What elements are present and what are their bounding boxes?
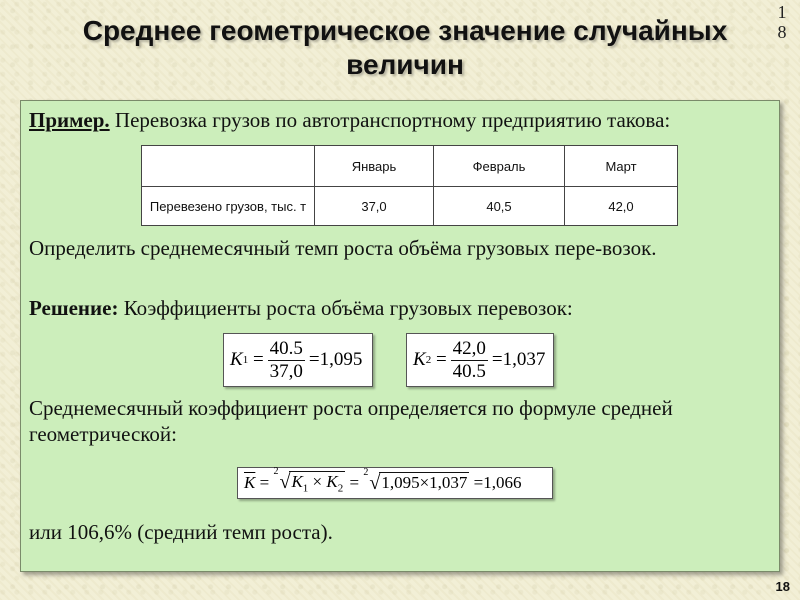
table-header-march: Март [565,146,678,187]
mean-radical-2: 2 √ 1,095×1,037 [363,467,468,494]
table-cell-january: 37,0 [315,187,434,226]
solution-text: Коэффициенты роста объёма грузовых перевозок: [118,296,573,320]
slide-number-bottom: 18 [775,579,790,594]
mean-result: 1,066 [483,473,522,492]
mean-k1-sub: 1 [302,482,309,495]
k1-fraction [268,338,305,383]
mean-symbol: $\overline{K}$ [244,473,256,492]
table-header-february: Февраль [434,146,565,187]
mean-root-index-1: 2 [273,465,279,477]
table-header-january: Январь [315,146,434,187]
table-header-empty [142,146,315,187]
k1-symbol: K [230,349,243,370]
k1-subscript: 1 [242,354,249,366]
task-paragraph: Определить среднемесячный темп роста объёма грузовых пере-возок. [29,236,657,260]
k1-denominator: 37,0 [269,360,303,382]
mean-expression: 1,095×1,037 [381,473,468,492]
k2-result: 1,037 [502,349,546,370]
mean-k2-sub: 2 [337,482,344,495]
solution-label: Решение: [29,296,119,320]
freight-table [141,145,678,226]
content-panel [20,100,780,572]
k2-fraction [451,338,488,383]
example-paragraph [29,107,769,133]
slide-number-top: 18 [777,2,787,42]
table-cell-march: 42,0 [565,187,678,226]
k1-numerator: 40.5 [269,337,303,359]
k2-denominator: 40.5 [452,360,486,382]
formula-k1: K 1 = $\frac{40.5}{37,0}$ = 1,095 [223,333,373,387]
mean-paragraph: Среднемесячный коэффициент роста определяется по формуле средней геометрической: [29,396,673,446]
formula-mean: $\overline{K}$ = 2 √ $K_1 \times K_2$ = 2 √ 1,095×1,037 = 1,066 [237,467,553,499]
solution-paragraph [29,295,769,321]
k2-subscript: 2 [425,354,432,366]
mean-k2-symbol: K [326,471,338,491]
mean-k1-symbol: K [291,471,303,491]
formula-k2: K 2 = $\frac{42,0}{40.5}$ = 1,037 [406,333,554,387]
table-row-label: Перевезено грузов, тыс. т [142,187,315,226]
example-label: Пример. [29,108,110,132]
table-cell-february: 40,5 [434,187,565,226]
k2-numerator: 42,0 [452,337,486,359]
k2-symbol: K [413,349,426,370]
k1-result: 1,095 [319,349,363,370]
result-paragraph: или 106,6% (средний темп роста). [29,520,333,544]
mean-radical-1: 2 √ $K_1 \times K_2$ [273,465,344,495]
example-text: Перевозка грузов по автотранспортному предприятию такова: [109,108,671,132]
mean-root-index-2: 2 [363,467,369,478]
slide-title: Среднее геометрическое значение случайных величин [82,15,728,80]
